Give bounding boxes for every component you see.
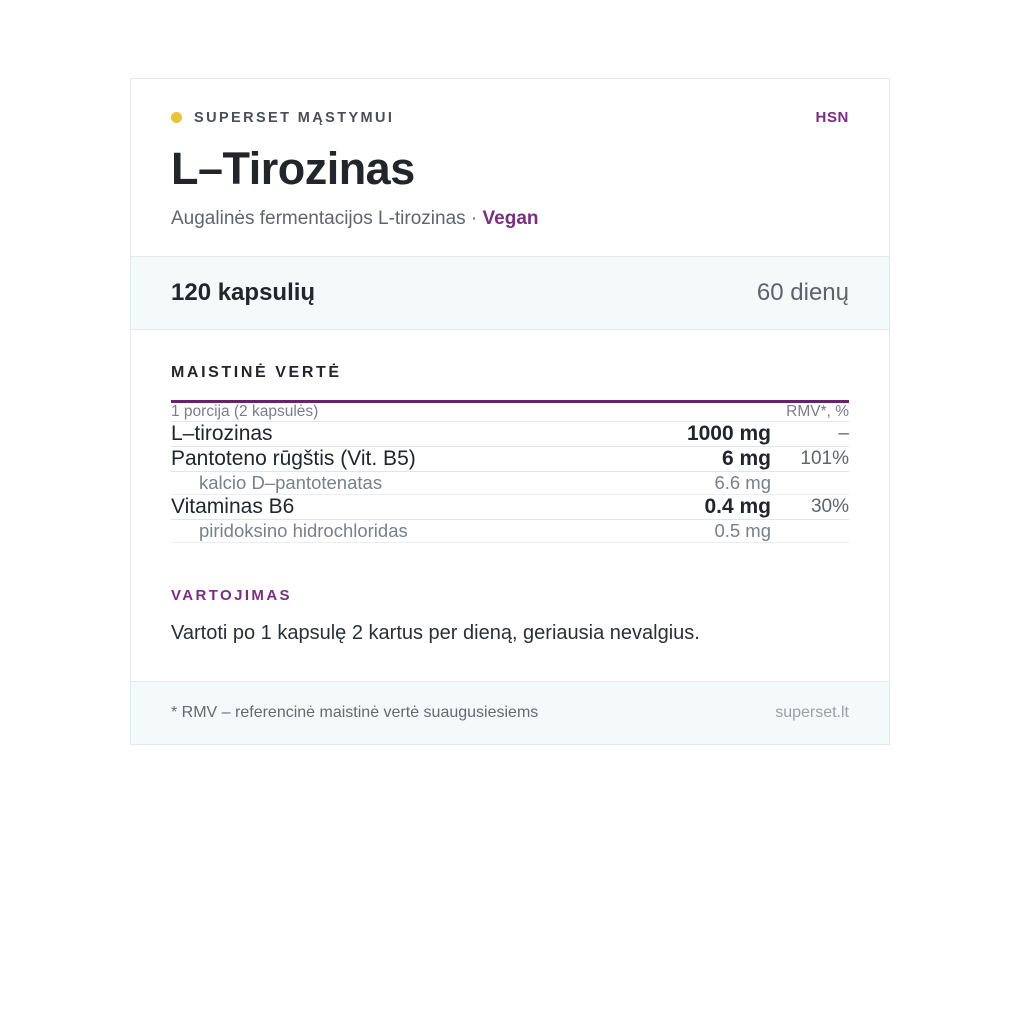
nutrient-name: L–tirozinas <box>171 421 618 446</box>
eyebrow-row <box>171 109 849 126</box>
capsule-count: 120 kapsulių <box>171 278 316 306</box>
table-row <box>171 421 849 446</box>
usage-instructions: Vartoti po 1 kapsulę 2 kartus per dieną, geriausia nevalgius. <box>171 621 700 644</box>
nutrient-source-percent <box>771 471 849 494</box>
nutrient-source-percent <box>771 519 849 542</box>
nutrient-source-name: kalcio D–pantotenatas <box>171 471 618 494</box>
usage-heading: VARTOJIMAS <box>171 586 292 604</box>
nutrition-heading: MAISTINĖ VERTĖ <box>171 363 342 381</box>
subtitle-description: Augalinės fermentacijos L-tirozinas · <box>171 207 483 229</box>
footnote-text: * RMV – referencinė maistinė vertė suaugusiesiems <box>171 703 539 721</box>
serving-label: 1 porcija (2 kapsulės) <box>171 403 618 422</box>
brand-label: HSN <box>815 109 849 126</box>
vegan-badge: Vegan <box>482 207 539 229</box>
usage-section <box>171 587 849 681</box>
table-subrow <box>171 471 849 494</box>
nutrient-amount: 0.4 mg <box>618 494 771 519</box>
nutrient-percent: – <box>771 421 849 446</box>
nutrient-amount: 1000 mg <box>618 421 771 446</box>
nutrient-name: Pantoteno rūgštis (Vit. B5) <box>171 446 618 471</box>
quantity-strip <box>131 257 889 330</box>
product-card <box>130 78 890 745</box>
card-footer <box>131 681 889 744</box>
nutrient-name: Vitaminas B6 <box>171 494 618 519</box>
card-header <box>131 79 889 257</box>
category-eyebrow: SUPERSET MĄSTYMUI <box>194 109 395 126</box>
nutrient-source-name: piridoksino hidrochloridas <box>171 519 618 542</box>
table-header-row <box>171 403 849 422</box>
table-subrow <box>171 519 849 542</box>
nutrient-source-amount: 6.6 mg <box>618 471 771 494</box>
rmv-header: RMV*, % <box>771 403 849 422</box>
bullet-dot-icon <box>171 112 182 123</box>
nutrient-percent: 30% <box>771 494 849 519</box>
nutrient-percent: 101% <box>771 446 849 471</box>
page-title: L–Tirozinas <box>171 143 415 194</box>
table-row <box>171 494 849 519</box>
nutrition-table <box>171 403 849 543</box>
nutrition-section <box>131 330 889 681</box>
table-row <box>171 446 849 471</box>
eyebrow-group <box>171 110 394 126</box>
nutrient-amount: 6 mg <box>618 446 771 471</box>
product-subtitle <box>171 208 849 230</box>
site-label: superset.lt <box>775 703 849 721</box>
amount-header <box>618 403 771 422</box>
supply-duration: 60 dienų <box>756 278 849 306</box>
nutrient-source-amount: 0.5 mg <box>618 519 771 542</box>
